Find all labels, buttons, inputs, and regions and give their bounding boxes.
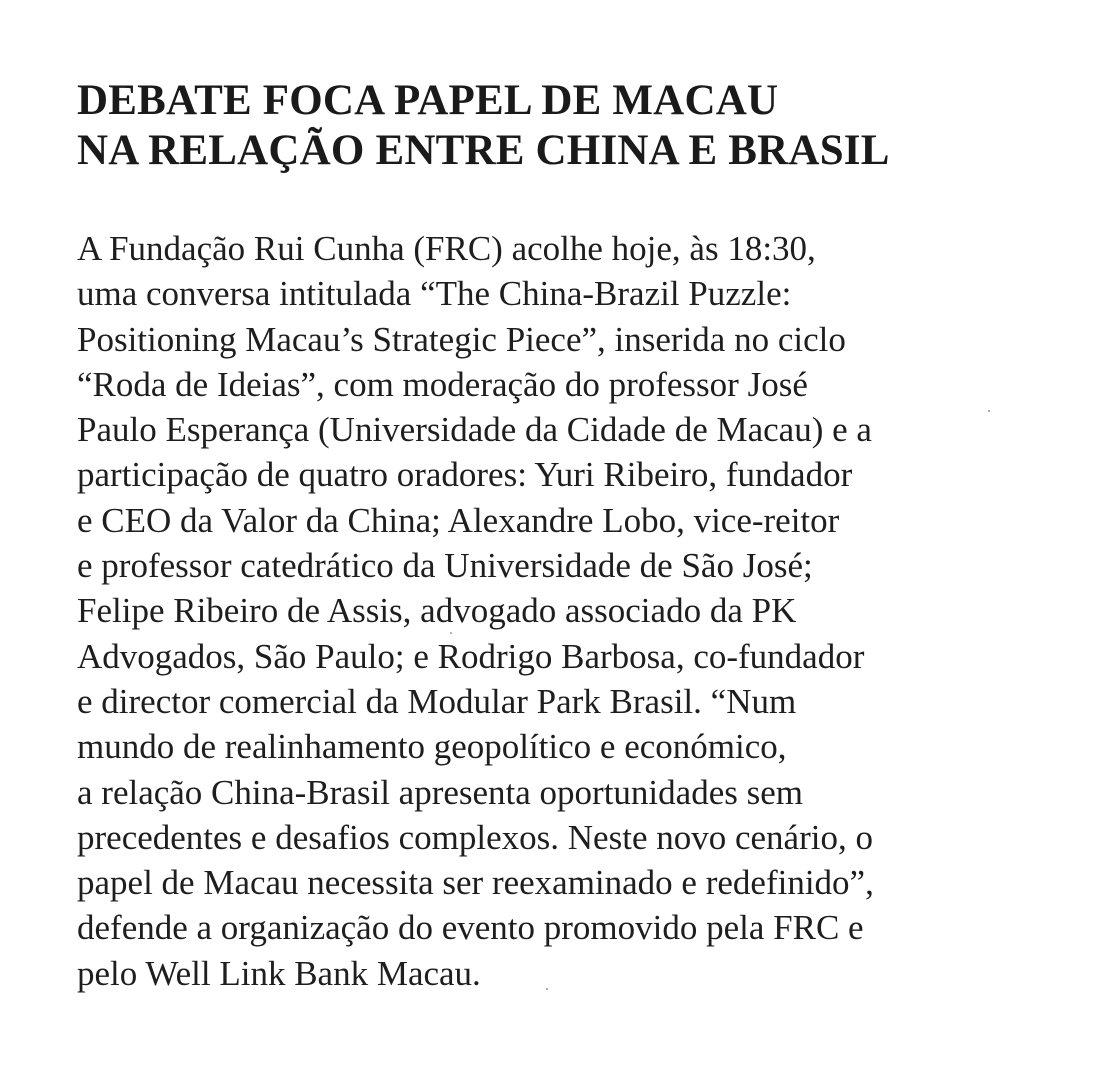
body-line: defende a organização do evento promovido pela FRC e bbox=[77, 908, 864, 948]
body-line: A Fundação Rui Cunha (FRC) acolhe hoje, às 18:30, bbox=[77, 229, 816, 268]
body-line: “Roda de Ideias”, com moderação do professor José bbox=[77, 364, 808, 404]
body-line: Positioning Macau’s Strategic Piece”, inserida no ciclo bbox=[77, 319, 846, 359]
article-headline bbox=[77, 76, 1077, 176]
scan-speck bbox=[546, 988, 548, 990]
scan-speck bbox=[988, 410, 990, 412]
scan-speck bbox=[450, 632, 452, 634]
body-line: mundo de realinhamento geopolítico e económico, bbox=[77, 727, 787, 767]
body-line: precedentes e desafios complexos. Neste novo cenário, o bbox=[77, 817, 873, 857]
body-line: e CEO da Valor da China; Alexandre Lobo, vice-reitor bbox=[77, 500, 840, 540]
headline-line-2: NA RELAÇÃO ENTRE CHINA E BRASIL bbox=[77, 127, 890, 174]
body-line: pelo Well Link Bank Macau. bbox=[77, 953, 481, 993]
body-line: uma conversa intitulada “The China-Brazil Puzzle: bbox=[77, 274, 792, 314]
body-line: e director comercial da Modular Park Brasil. “Num bbox=[77, 681, 797, 721]
body-line: participação de quatro oradores: Yuri Ribeiro, fundador bbox=[77, 455, 853, 495]
headline-line-1: DEBATE FOCA PAPEL DE MACAU bbox=[77, 77, 779, 124]
body-line: Paulo Esperança (Universidade da Cidade de Macau) e a bbox=[77, 410, 872, 450]
article-body bbox=[77, 226, 1087, 996]
body-line: Felipe Ribeiro de Assis, advogado associado da PK bbox=[77, 591, 797, 631]
body-line: a relação China-Brasil apresenta oportunidades sem bbox=[77, 772, 803, 812]
body-line: Advogados, São Paulo; e Rodrigo Barbosa, co-fundador bbox=[77, 636, 865, 676]
body-line: e professor catedrático da Universidade de São José; bbox=[77, 546, 813, 586]
body-line: papel de Macau necessita ser reexaminado e redefinido”, bbox=[77, 863, 874, 903]
